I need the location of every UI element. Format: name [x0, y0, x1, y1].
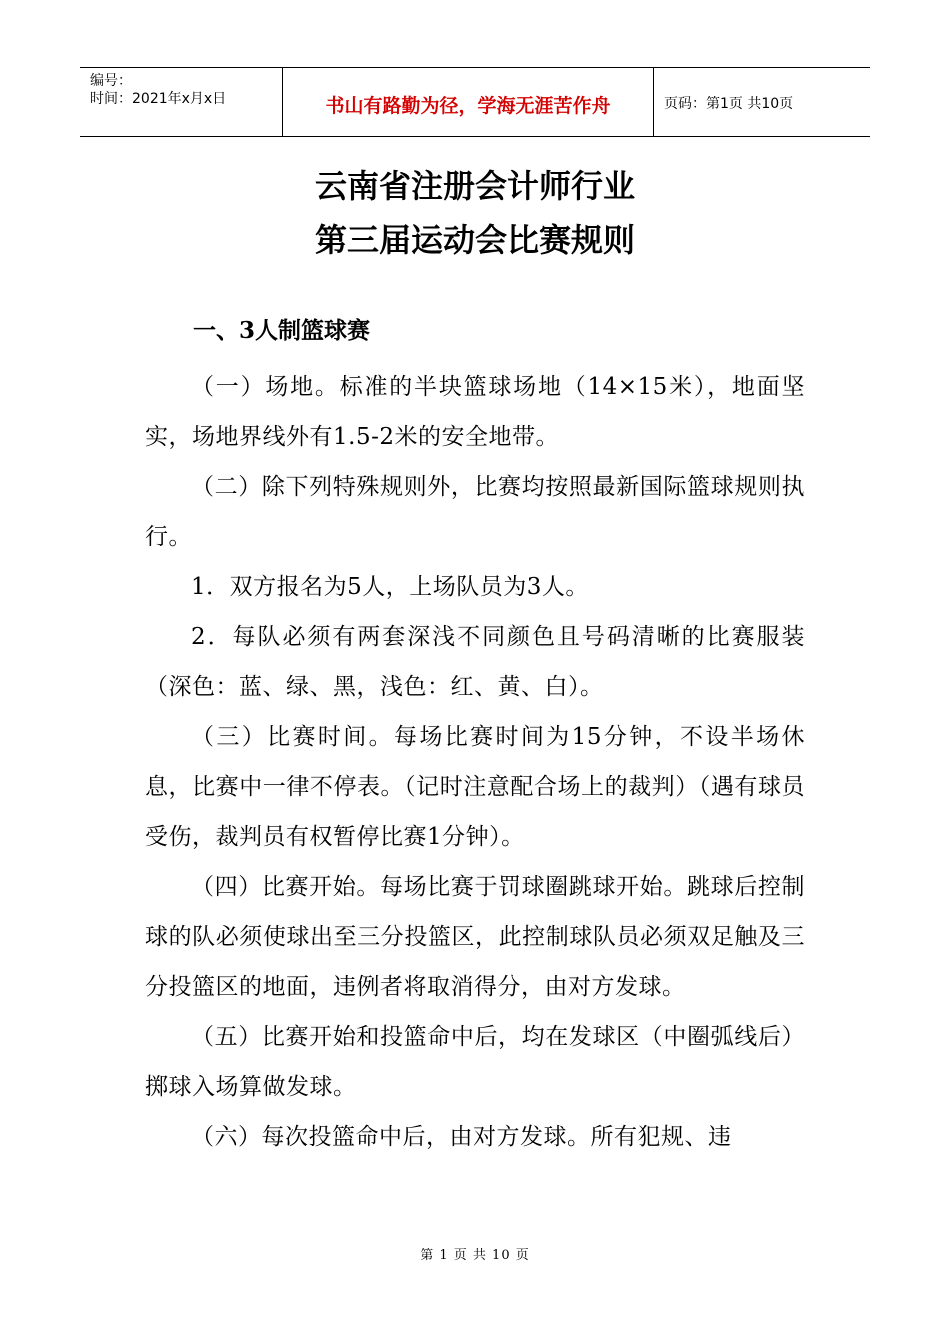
paragraph: （二）除下列特殊规则外，比赛均按照最新国际篮球规则执行。 — [145, 474, 805, 550]
section-heading: 一、3人制篮球赛 — [193, 317, 371, 344]
header-motto: 书山有路勤为径，学海无涯苦作舟 — [282, 68, 654, 136]
paragraph: 1．双方报名为5人，上场队员为3人。 — [191, 574, 589, 600]
doc-title-line2: 第三届运动会比赛规则 — [314, 221, 635, 259]
paragraph: （三）比赛时间。每场比赛时间为15分钟，不设半场休息，比赛中一律不停表。（记时注意配合场上的裁判）（遇有球员受伤，裁判员有权暂停比赛1分钟）。 — [145, 724, 805, 850]
paragraph: （一）场地。标准的半块篮球场地（14×15米），地面坚实，场地界线外有1.5-2米的安全地带。 — [145, 374, 805, 450]
page-header — [80, 67, 870, 137]
doc-time: 时间：2021年x月x日 — [90, 91, 227, 107]
body-text — [145, 362, 805, 1162]
doc-title-line1: 云南省注册会计师行业 — [314, 167, 635, 205]
paragraph: （五）比赛开始和投篮命中后，均在发球区（中圈弧线后）掷球入场算做发球。 — [145, 1024, 805, 1100]
header-page-info: 页码：第1页 共10页 — [664, 96, 794, 112]
page-footer: 第 1 页 共 10 页 — [420, 1248, 530, 1263]
doc-number: 编号： — [90, 73, 132, 89]
paragraph: （六）每次投篮命中后，由对方发球。所有犯规、违 — [191, 1124, 732, 1150]
paragraph: （四）比赛开始。每场比赛于罚球圈跳球开始。跳球后控制球的队必须使球出至三分投篮区，此控制球队员必须双足触及三分投篮区的地面，违例者将取消得分，由对方发球。 — [145, 874, 805, 1000]
paragraph: 2．每队必须有两套深浅不同颜色且号码清晰的比赛服装（深色：蓝、绿、黑，浅色：红、黄、白）。 — [145, 624, 805, 700]
header-meta — [80, 68, 282, 136]
